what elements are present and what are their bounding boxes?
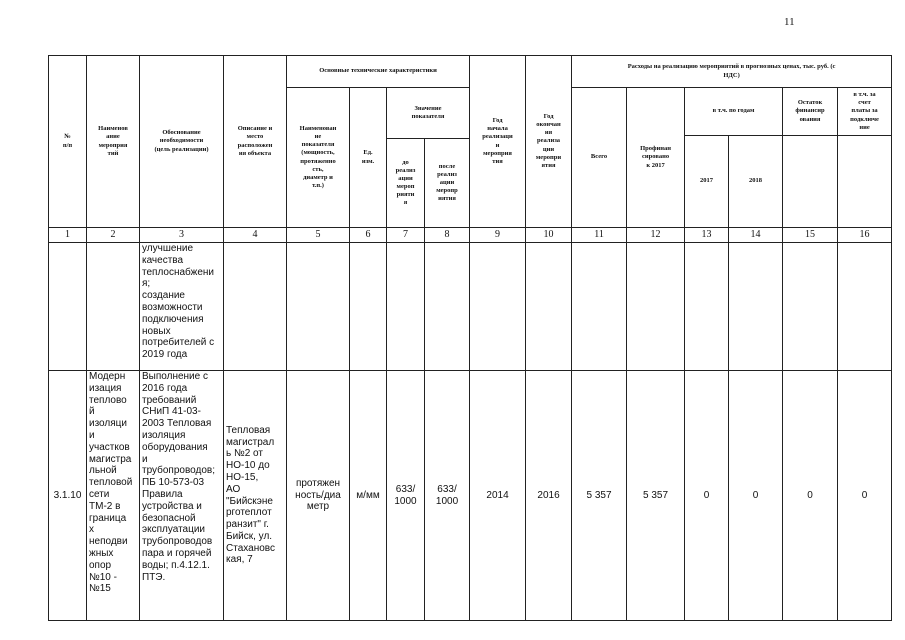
header-expense-group: Расходы на реализацию мероприятий в прогнозных ценах, тыс. руб. (с НДС) (572, 56, 892, 88)
cell-blank (526, 243, 572, 371)
column-number: 10 (526, 228, 572, 243)
cell-remaining: 0 (783, 371, 838, 621)
column-number: 2 (87, 228, 140, 243)
header-year-2018: 2018 (729, 136, 783, 228)
cell-blank (425, 243, 470, 371)
cell-blank (729, 243, 783, 371)
header-unit: Ед. изм. (350, 88, 387, 228)
column-number-row (49, 228, 892, 243)
column-number: 11 (572, 228, 627, 243)
cell-unit: м/мм (350, 371, 387, 621)
header-connection-fee: в т.ч. за счет платы за подключе ние (838, 88, 892, 136)
cell-connection-fee: 0 (838, 371, 892, 621)
column-number: 6 (350, 228, 387, 243)
cell-2017: 0 (685, 371, 729, 621)
header-indicator-name: Наименован ие показателя (мощность, протяженно сть, диаметр и т.п.) (287, 88, 350, 228)
cell-blank (838, 243, 892, 371)
header-total: Всего (572, 88, 627, 228)
cell-blank (287, 243, 350, 371)
header-remaining: Остаток финансир ования (783, 88, 838, 136)
cell-no: 3.1.10 (49, 371, 87, 621)
cell-blank (387, 243, 425, 371)
header-year-end: Год окончан ия реализа ции меропри ятия (526, 56, 572, 228)
column-number: 14 (729, 228, 783, 243)
header-name: Наименов ание мероприя тий (87, 56, 140, 228)
cell-blank (87, 243, 140, 371)
column-number: 3 (140, 228, 224, 243)
column-number: 5 (287, 228, 350, 243)
header-year-start: Год начала реализаци и мероприя тия (470, 56, 526, 228)
cell-blank (685, 243, 729, 371)
cell-blank (783, 243, 838, 371)
cell-value-after: 633/ 1000 (425, 371, 470, 621)
header-value-group: Значение показателя (387, 88, 470, 139)
cell-profin: 5 357 (627, 371, 685, 621)
column-number: 16 (838, 228, 892, 243)
header-value-before: до реализ ации мероп рияти я (387, 139, 425, 228)
header-no: № п/п (49, 56, 87, 228)
column-number: 9 (470, 228, 526, 243)
table-row (49, 371, 892, 621)
column-number: 13 (685, 228, 729, 243)
column-number: 12 (627, 228, 685, 243)
column-number: 1 (49, 228, 87, 243)
measures-table (48, 55, 892, 621)
cell-blank (470, 243, 526, 371)
header-year-2017: 2017 (685, 136, 729, 228)
cell-year-start: 2014 (470, 371, 526, 621)
cell-justification: улучшение качества теплоснабжени я; создание возможности подключения новых потребителей с 2019 года (140, 243, 224, 371)
header-profin: Профинан сировано к 2017 (627, 88, 685, 228)
cell-2018: 0 (729, 371, 783, 621)
header-fee-blank (838, 136, 892, 228)
page-number: 11 (784, 16, 795, 28)
table-row (49, 243, 892, 371)
header-justification: Обоснование необходимости (цель реализации) (140, 56, 224, 228)
cell-blank (49, 243, 87, 371)
header-tech-group: Основные технические характеристики (287, 56, 470, 88)
header-description: Описание и место расположен ия объекта (224, 56, 287, 228)
header-by-year: в т.ч. по годам (685, 88, 783, 136)
cell-blank (350, 243, 387, 371)
column-number: 15 (783, 228, 838, 243)
cell-justification: Выполнение с 2016 года требований СНиП 41-03- 2003 Тепловая изоляция оборудования и трубопроводов; ПБ 10-573-03 Правила устройства и безопасной эксплуатации трубопроводов пара и горячей воды; п.4.12.1. ПТЭ. (140, 371, 224, 621)
column-number: 8 (425, 228, 470, 243)
cell-indicator: протяжен ность/диа метр (287, 371, 350, 621)
cell-value-before: 633/ 1000 (387, 371, 425, 621)
cell-total: 5 357 (572, 371, 627, 621)
cell-blank (224, 243, 287, 371)
cell-blank (627, 243, 685, 371)
column-number: 7 (387, 228, 425, 243)
cell-blank (572, 243, 627, 371)
header-value-after: после реализ ации меропр иятия (425, 139, 470, 228)
header-remaining-blank (783, 136, 838, 228)
cell-name: Модерн изация теплово й изоляци и участков магистра льной тепловой сети ТМ-2 в граница х неподви жных опор №10 - №15 (87, 371, 140, 621)
cell-year-end: 2016 (526, 371, 572, 621)
column-number: 4 (224, 228, 287, 243)
cell-description: Тепловая магистрал ь №2 от НО-10 до НО-15, АО "Бийскэне рготеплот ранзит" г. Бийск, ул. Стахановс кая, 7 (224, 371, 287, 621)
